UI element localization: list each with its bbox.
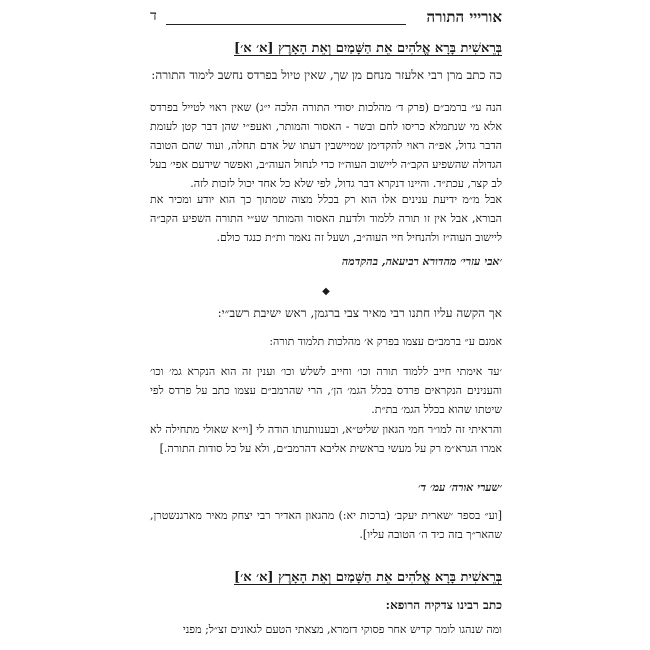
section2-note: [וע״ בספר ׳שארית יעקב׳ (ברכות יא:) מהגאון האדיר רבי יצחק מאיר מארגנשטרן, שהאר״ך בזה כיד ה׳ הטובה עליו]. xyxy=(150,509,502,541)
section3-paragraph-1: ומה שנהגו לומר קדיש אחר פסוקי דזמרא, מצאתי הטעם לגאונים זצ״ל; מפני xyxy=(182,623,502,636)
section2-intro: אך הקשה עליו חתנו רבי מאיר צבי ברגמן, ראש ישיבת רשב״י: xyxy=(217,306,502,320)
section3-intro: כתב רבינו צדקיה הרופא: xyxy=(385,598,502,612)
section-divider xyxy=(150,282,502,297)
header-rule xyxy=(166,24,406,25)
section1-paragraph-2: אבל מ״מ ידיעת ענינים אלו הוא רק בכלל מצוה שמתוך כך הוא יודע ומכיר את הבורא, אבל אין זו תורה ללמוד ולדעת האסור והמותר שע״י התורה השפיע הקב״ה ליישוב העוה״ז ולהנחיל חיי העוה״ב, ושעל זה נאמר ות״ת כנגד כולם. xyxy=(150,193,502,244)
section1-intro: כה כתב מרן רבי אלעזר מנחם מן שך, שאין טיול בפרדס נחשב לימוד התורה: xyxy=(151,68,502,82)
divider-diamond: ◆ xyxy=(322,286,330,297)
verse-heading-2: בְּרֵאשִׁית בָּרָא אֱלֹהִים אֵת הַשָּׁמַיִם וְאֵת הָאָרֶץ [א׳ א׳] xyxy=(234,570,502,585)
running-header xyxy=(150,6,502,28)
page-number: ד xyxy=(150,8,157,24)
section1-paragraph-1: הנה ע״ ברמב״ם (פרק ד׳ מהלכות יסודי התורה הלכה י״ג) שאין ראוי לטייל בפרדס אלא מי שנתמלא כריסו לחם ובשר - האסור והמותר, ואעפ״י שהן דבר קטן לעומת הדבר גדול, אפ״ה ראוי להקדימן שמיישבין דעתו של אדם תחלה, ועוד שהם הטובה הגדולה שהשפיע הקב״ה ליישוב העוה״ז כדי לנחול העוה״ב, ואפשר שידעם אפי׳ בעל לב קצר, עכת״ד. והיינו דנקרא דבר גדול, לפי שלא כל אחד יכול לזכות לזה. xyxy=(150,101,502,190)
section1-source: ׳אבי עזרי׳ מהדורא רביעאה, בהקדמה xyxy=(341,255,502,268)
book-title: אורייי התורה xyxy=(426,8,502,26)
section2-paragraph-1: אמנם ע״ ברמב״ם עצמו בפרק א׳ מהלכות תלמוד תורה: xyxy=(269,335,502,348)
verse-heading-1: בְּרֵאשִׁית בָּרָא אֱלֹהִים אֵת הַשָּׁמַיִם וְאֵת הָאָרֶץ [א׳ א׳] xyxy=(234,41,502,56)
section2-source: ׳שערי אורה׳ עמ׳ ד׳ xyxy=(417,481,502,494)
section2-paragraph-2: ׳עד אימתי חייב ללמוד תורה וכו׳ וחייב לשלש וכו׳ וענין זה הוא הנקרא גמ׳ וכו׳ והענינים הנקראים פרדס בכלל הגמ׳ הן׳, הרי שהרמב״ם עצמו כתב על פרדס לפי שיטתו שהוא בכלל הגמ׳ בת״ת. xyxy=(150,365,502,416)
section2-paragraph-3: והראיתי זה למו״ר חמי הגאון שליט״א, ובענוותנותו הודה לי [וי״א שאולי מתחילה לא אמרו הגרא״מ רק על מעשי בראשית אליבא דהרמב״ם, ולא על כל סודות התורה.] xyxy=(150,423,502,455)
